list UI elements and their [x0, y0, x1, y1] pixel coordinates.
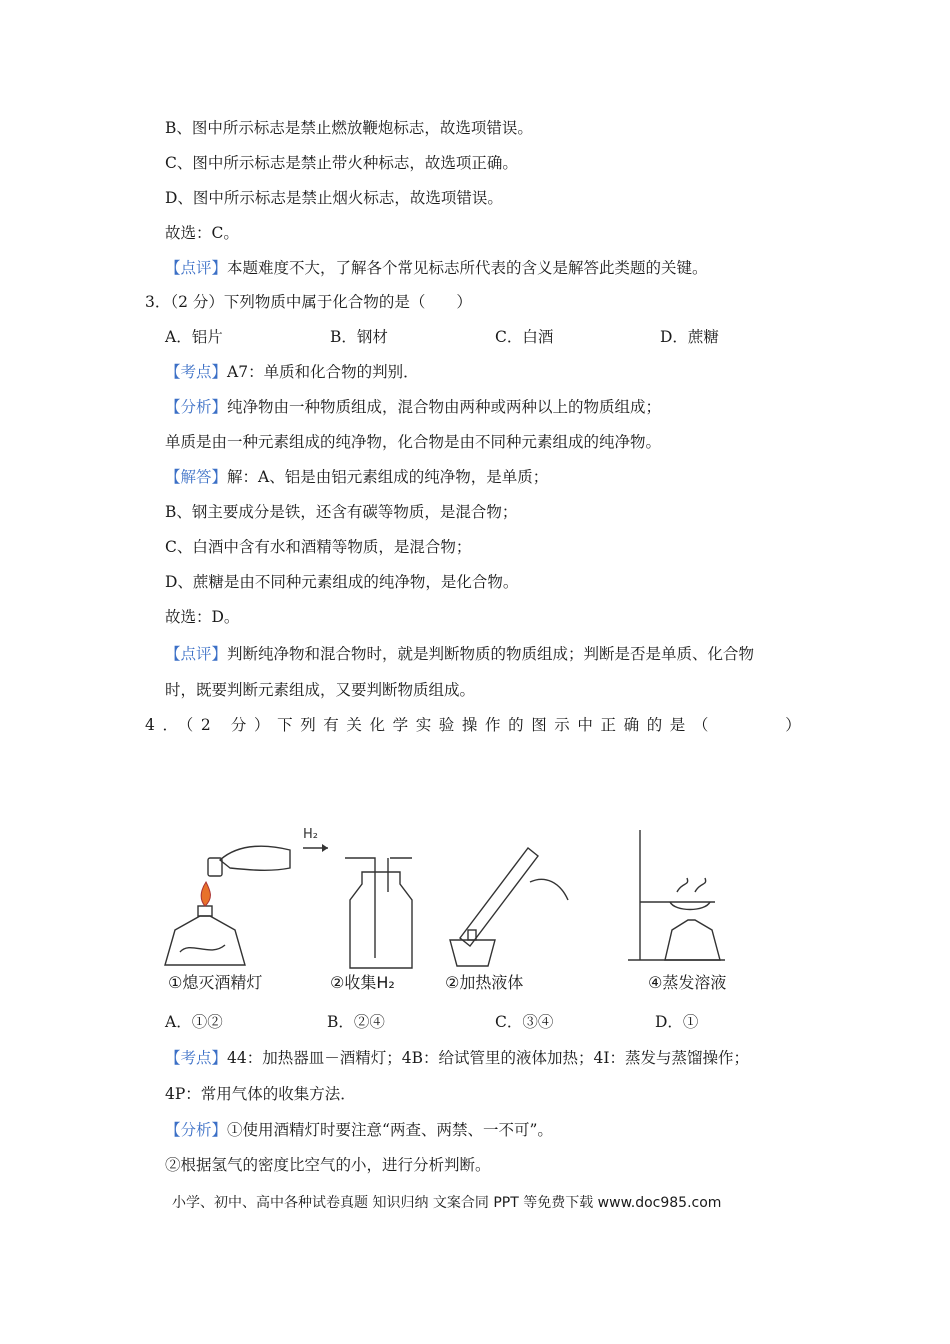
- gas-bottle-drawing: [303, 827, 412, 968]
- text-line: C、图中所示标志是禁止带火种标志，故选项正确。: [165, 154, 518, 172]
- option-a: A．铝片: [165, 328, 223, 346]
- answer-line: [165, 467, 548, 487]
- tag-comment: 【点评】: [165, 259, 228, 277]
- text-line: 单质是由一种元素组成的纯净物，化合物是由不同种元素组成的纯净物。: [165, 433, 662, 451]
- analysis-line: [165, 397, 661, 417]
- option-c: C．白酒: [495, 328, 554, 346]
- tag-analysis: 【分析】: [165, 1121, 228, 1139]
- question-4: 4．（2 分）下列有关化学实验操作的图示中正确的是（ ）: [145, 716, 809, 734]
- option-b: B．②④: [327, 1013, 385, 1031]
- point-line: [165, 1048, 749, 1068]
- analysis-line: [165, 1120, 553, 1140]
- tag-point: 【考点】: [165, 363, 228, 381]
- option-b: B．钢材: [330, 328, 388, 346]
- tag-analysis: 【分析】: [165, 398, 228, 416]
- test-tube-drawing: [450, 848, 568, 966]
- caption-3: ②加热液体: [445, 973, 524, 992]
- text-line: 故选：C。: [165, 224, 239, 242]
- option-d: D．蔗糖: [660, 328, 719, 346]
- text: 本题难度不大，了解各个常见标志所代表的含义是解答此类题的关键。: [227, 259, 708, 277]
- tag-comment: 【点评】: [165, 645, 228, 663]
- text: 解：A、铝是由铝元素组成的纯净物，是单质；: [227, 468, 549, 486]
- text: ①使用酒精灯时要注意“两查、两禁、一不可”。: [227, 1121, 553, 1139]
- text-line: 时，既要判断元素组成，又要判断物质组成。: [165, 681, 476, 699]
- question-3: 3．（2 分）下列物质中属于化合物的是（ ）: [145, 293, 472, 311]
- alcohol-lamp-drawing: [165, 846, 290, 965]
- option-c: C．③④: [495, 1013, 554, 1031]
- option-d: D．①: [655, 1013, 699, 1031]
- text-line: B、图中所示标志是禁止燃放鞭炮标志，故选项错误。: [165, 119, 533, 137]
- text-line: ②根据氢气的密度比空气的小，进行分析判断。: [165, 1156, 491, 1174]
- text-line: C、白酒中含有水和酒精等物质，是混合物；: [165, 538, 472, 556]
- apparatus-figure: [150, 820, 770, 970]
- text: 44：加热器皿－酒精灯；4B：给试管里的液体加热；4I：蒸发与蒸馏操作；: [227, 1049, 749, 1067]
- text: 纯净物由一种物质组成，混合物由两种或两种以上的物质组成；: [227, 398, 662, 416]
- point-line: [165, 362, 419, 382]
- caption-4: ④蒸发溶液: [648, 973, 727, 992]
- text: 判断纯净物和混合物时，就是判断物质的物质组成；判断是否是单质、化合物: [227, 645, 755, 663]
- option-a: A．①②: [165, 1013, 223, 1031]
- tag-point: 【考点】: [165, 1049, 228, 1067]
- text-line: D、蔗糖是由不同种元素组成的纯净物，是化合物。: [165, 573, 519, 591]
- h2-label: H₂: [303, 827, 318, 842]
- text-line: 4P：常用气体的收集方法．: [165, 1085, 356, 1103]
- page-footer: 小学、初中、高中各种试卷真题 知识归纳 文案合同 PPT 等免费下载 www.doc985.com: [172, 1195, 722, 1211]
- tag-answer: 【解答】: [165, 468, 228, 486]
- comment-line: [165, 644, 754, 664]
- caption-1: ①熄灭酒精灯: [168, 973, 263, 992]
- comment-line: [165, 258, 708, 278]
- text-line: 故选：D。: [165, 608, 240, 626]
- evaporation-drawing: [628, 830, 725, 960]
- text: A7：单质和化合物的判别．: [227, 363, 419, 381]
- caption-2: ②收集H₂: [330, 973, 395, 992]
- text-line: B、钢主要成分是铁，还含有碳等物质，是混合物；: [165, 503, 518, 521]
- text-line: D、图中所示标志是禁止烟火标志，故选项错误。: [165, 189, 503, 207]
